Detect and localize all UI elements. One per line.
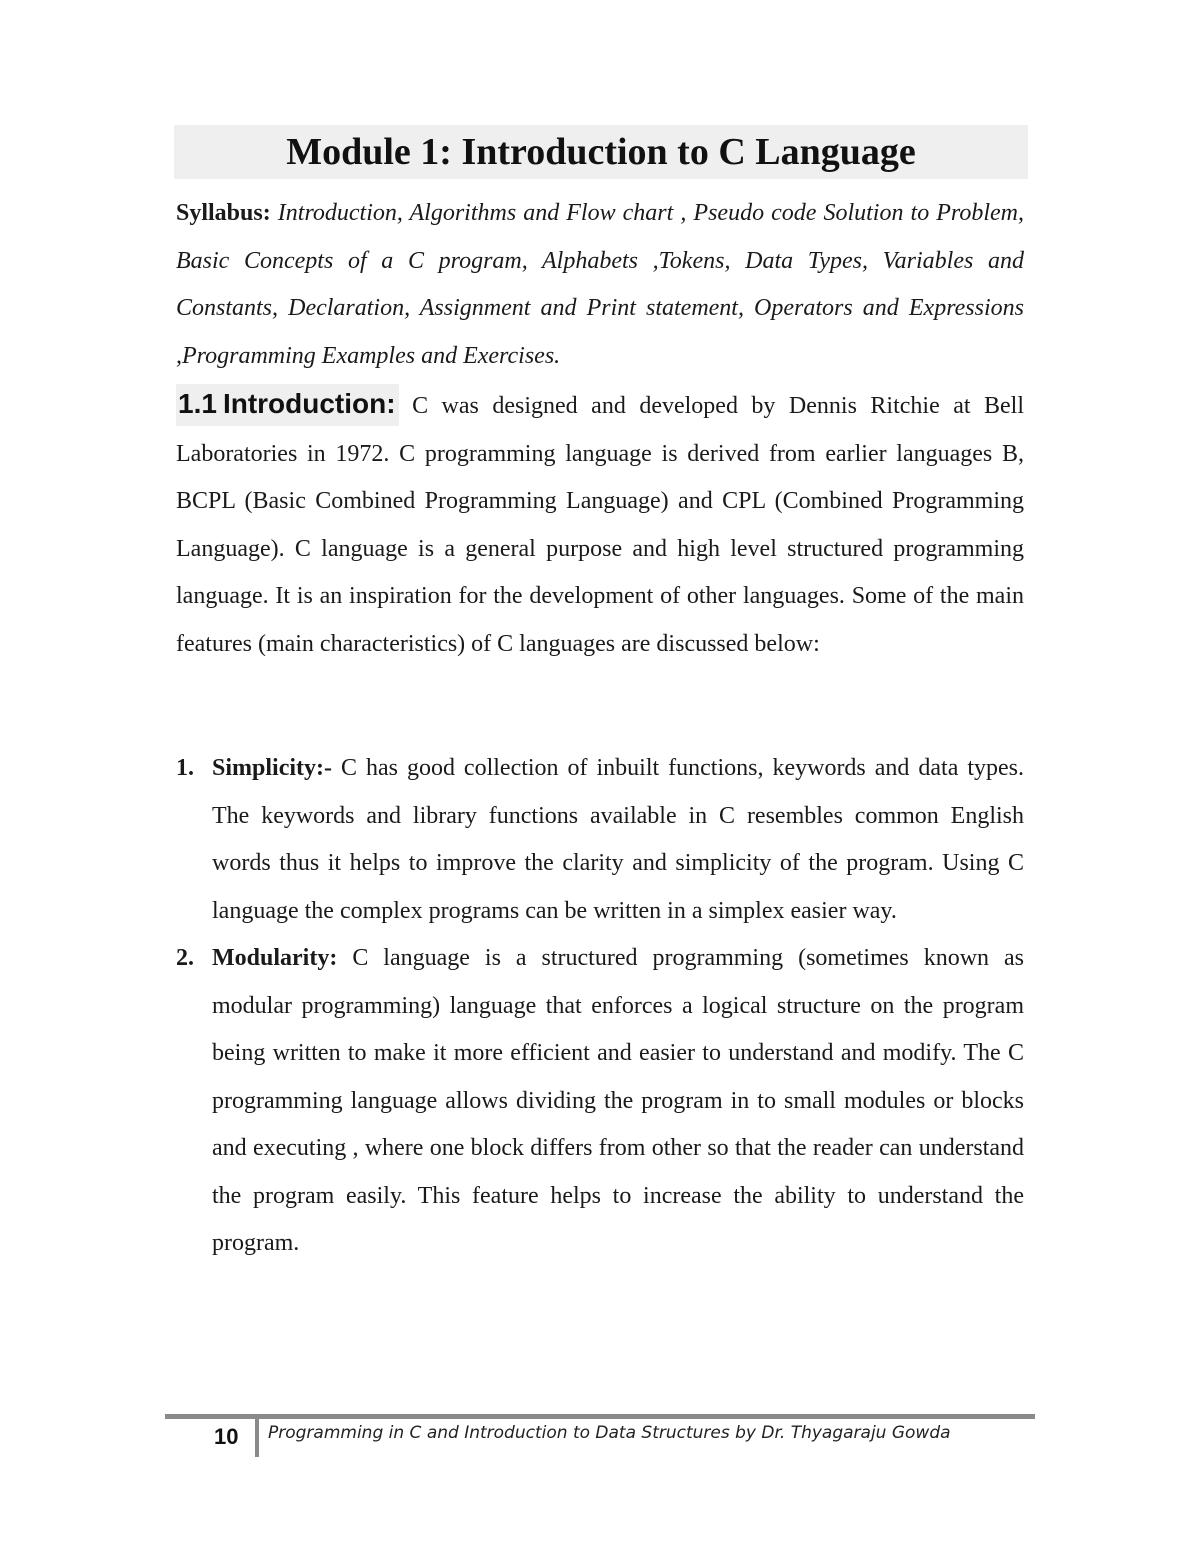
footer-divider <box>255 1419 259 1457</box>
footer-book-title: Programming in C and Introduction to Data Structures by Dr. Thyagaraju Gowda <box>268 1423 951 1443</box>
module-title: Module 1: Introduction to C Language <box>286 131 916 173</box>
introduction-heading <box>176 384 399 426</box>
module-title-banner <box>174 125 1028 179</box>
list-item <box>176 935 1024 1268</box>
syllabus-label: Syllabus: <box>176 200 271 226</box>
list-item-number: 2. <box>176 945 194 971</box>
feature-text: C has good collection of inbuilt functions, keywords and data types. The keywords and library functions available in C resembles common English words thus it helps to improve the clarity and simplicity of the program. Using C language the complex programs can be written in a simplex easier way. <box>212 755 1025 924</box>
list-item <box>176 745 1024 935</box>
page-number: 10 <box>214 1424 239 1449</box>
introduction-paragraph <box>176 383 1024 668</box>
feature-text: C language is a structured programming (sometimes known as modular programming) language that enforces a logical structure on the program being written to make it more efficient and easier to understand and modify. The C programming language allows dividing the program in to small modules or blocks and executing , where one block differs from other so that the reader can understand the program easily. This feature helps to increase the ability to understand the program. <box>212 945 1025 1256</box>
feature-term: Modularity: <box>212 945 338 971</box>
introduction-text: C was designed and developed by Dennis Ritchie at Bell Laboratories in 1972. C programming language is derived from earlier languages B, BCPL (Basic Combined Programming Language) and CPL (Combined Programming Language). C language is a general purpose and high level structured programming language. It is an inspiration for the development of other languages. Some of the main features (main characteristics) of C languages are discussed below: <box>176 393 1025 657</box>
section-number: 1.1 <box>178 388 217 419</box>
features-list <box>176 745 1024 1268</box>
syllabus-paragraph <box>176 190 1024 380</box>
syllabus-text: Introduction, Algorithms and Flow chart , Pseudo code Solution to Problem, Basic Concepts of a C program, Alphabets ,Tokens, Data Types, Variables and Constants, Declaration, Assignment and Print statement, Operators and Expressions ,Programming Examples and Exercises. <box>176 200 1025 369</box>
footer-rule <box>165 1414 1035 1419</box>
feature-term: Simplicity:- <box>212 755 332 781</box>
section-heading: Introduction: <box>222 388 396 419</box>
list-item-number: 1. <box>176 755 194 781</box>
